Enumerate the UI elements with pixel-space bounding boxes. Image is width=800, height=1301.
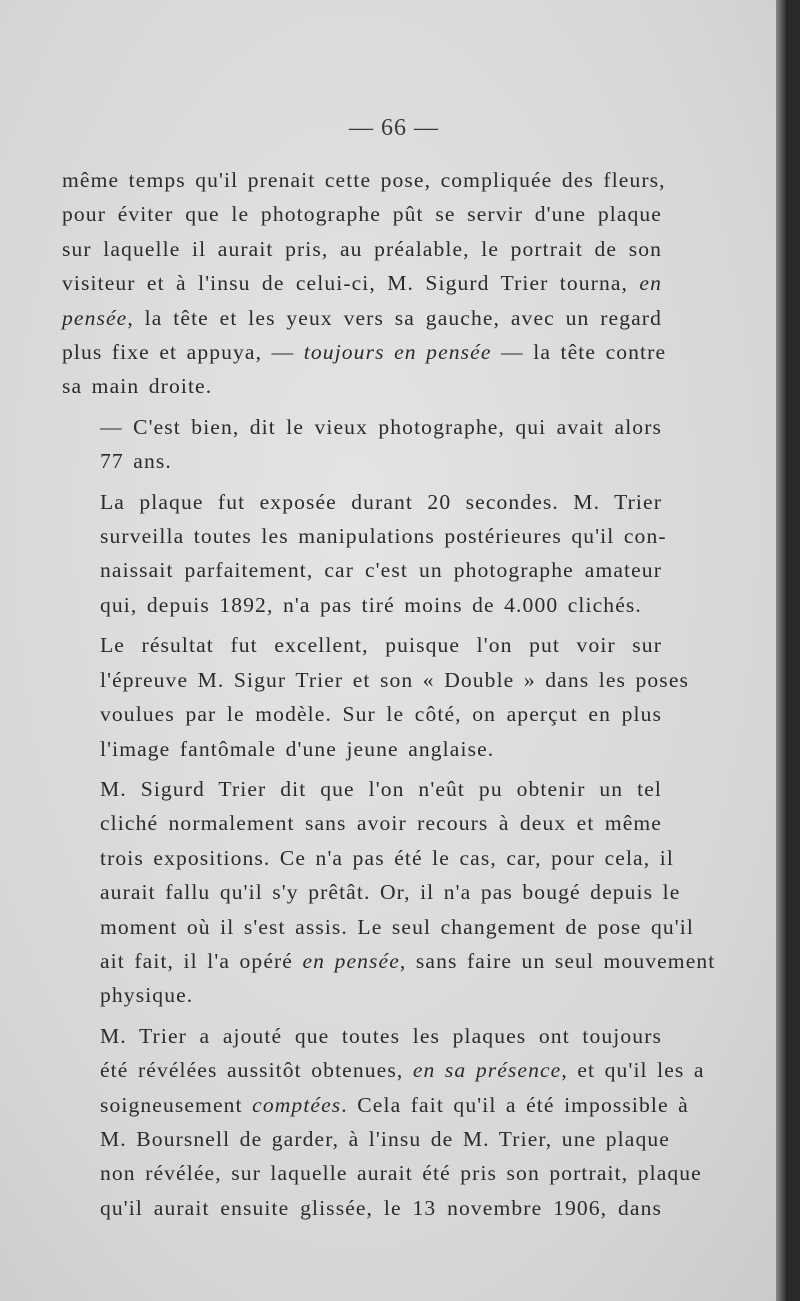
text-line: ait fait, il l'a opéré en pensée, sans faire un seul mouvement [100,948,716,973]
text-line: pour éviter que le photographe pût se servir d'une plaque [62,202,662,227]
page-text [62,163,716,1225]
text-line: surveilla toutes les manipulations postérieures qu'il con- [100,524,667,549]
paragraph [62,410,662,479]
text-line: 77 ans. [100,449,172,474]
italic-text: comptées [252,1092,342,1117]
page-number: — 66 — [349,115,439,141]
italic-text: en pensée [302,948,400,973]
italic-text: en sa présence [412,1058,562,1083]
paragraph [62,485,667,623]
text-line: aurait fallu qu'il s'y prêtât. Or, il n'a pas bougé depuis le [100,880,681,905]
text-line: l'épreuve M. Sigur Trier et son « Double » dans les poses [100,667,690,692]
text-line: M. Trier a ajouté que toutes les plaques ont toujours [100,1023,662,1048]
text-line: sa main droite. [62,374,213,399]
text-line: qui, depuis 1892, n'a pas tiré moins de 4.000 clichés. [100,592,642,617]
paragraph [62,772,716,1013]
text-line: naissait parfaitement, car c'est un photographe amateur [100,558,662,583]
text-line: non révélée, sur laquelle aurait été pris son portrait, plaque [100,1161,702,1186]
text-line: Le résultat fut excellent, puisque l'on put voir sur [100,633,662,658]
text-line: La plaque fut exposée durant 20 secondes. M. Trier [100,489,662,514]
text-line: sur laquelle il aurait pris, au préalable, le portrait de son [62,236,662,261]
text-line: moment où il s'est assis. Le seul changement de pose qu'il [100,914,694,939]
italic-text: en [639,271,662,296]
text-line: cliché normalement sans avoir recours à deux et même [100,811,662,836]
text-line: M. Boursnell de garder, à l'insu de M. Trier, une plaque [100,1126,670,1151]
paragraph [62,163,667,404]
text-line: pensée, la tête et les yeux vers sa gauche, avec un regard [62,305,662,330]
text-line: l'image fantômale d'une jeune anglaise. [100,736,495,761]
text-line: visiteur et à l'insu de celui-ci, M. Sigurd Trier tourna, en [62,271,662,296]
paragraph [62,1019,705,1225]
text-line: physique. [100,983,194,1008]
text-line: soigneusement comptées. Cela fait qu'il a été impossible à [100,1092,689,1117]
italic-text: toujours en pensée [303,340,492,365]
paragraph [62,628,690,766]
text-line: voulues par le modèle. Sur le côté, on aperçut en plus [100,702,662,727]
italic-text: pensée [62,305,128,330]
text-line: même temps qu'il prenait cette pose, compliquée des fleurs, [62,168,666,192]
text-line: qu'il aurait ensuite glissée, le 13 novembre 1906, dans [100,1195,662,1220]
text-line: été révélées aussitôt obtenues, en sa présence, et qu'il les a [100,1058,705,1083]
text-line: — C'est bien, dit le vieux photographe, qui avait alors [100,414,662,439]
text-line: M. Sigurd Trier dit que l'on n'eût pu obtenir un tel [100,776,662,801]
text-line: trois expositions. Ce n'a pas été le cas, car, pour cela, il [100,845,674,870]
page-edge-shadow [776,0,788,1301]
text-line: plus fixe et appuya, — toujours en pensée — la tête contre [62,340,667,365]
